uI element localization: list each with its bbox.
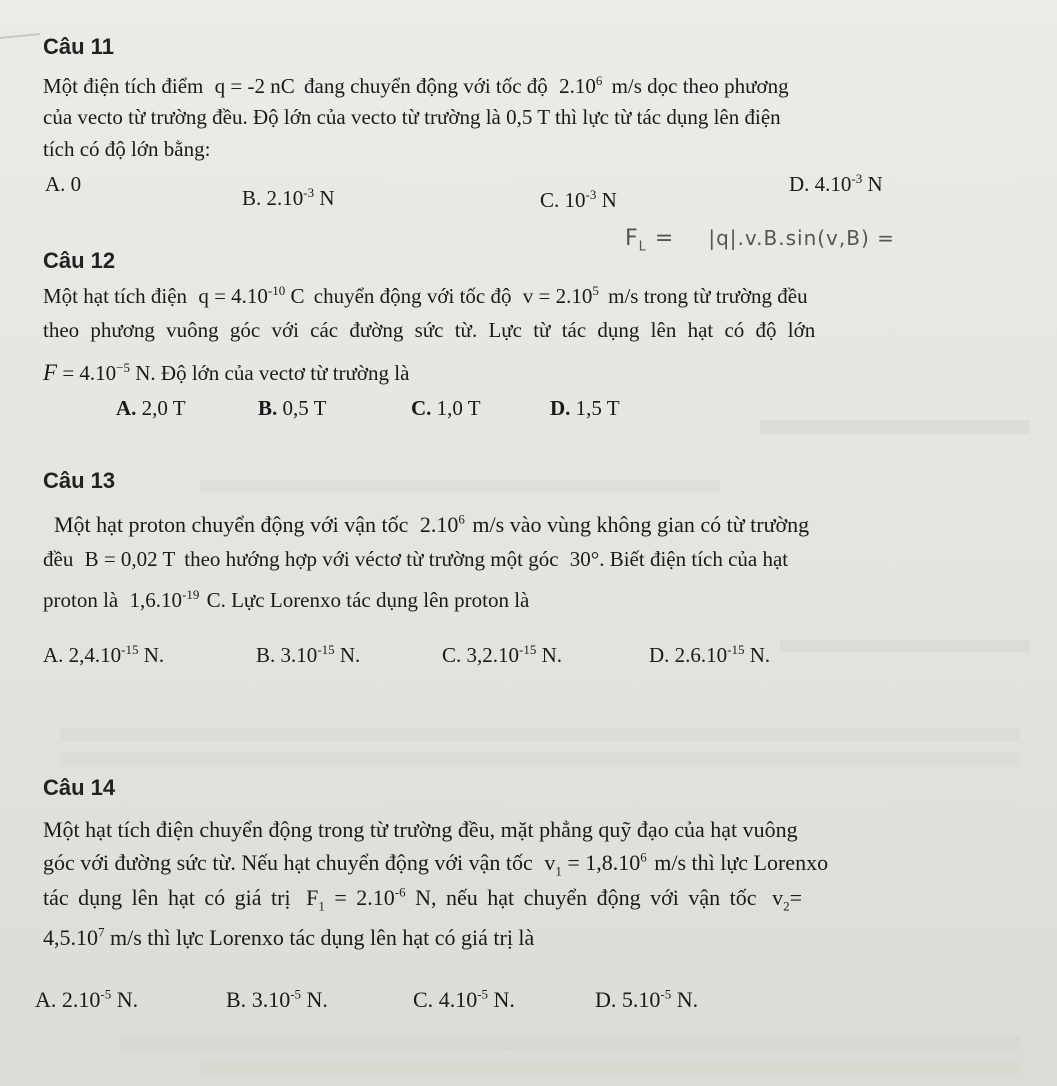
text: . Biết điện tích của hạt: [599, 547, 789, 571]
speed-value: [523, 284, 599, 308]
option-exponent: -3: [303, 185, 315, 200]
page-crease: [0, 34, 40, 38]
question-13-title: Câu 13: [43, 468, 116, 493]
option-base: 2,4.10: [68, 643, 122, 667]
handwriting-expression: |q|.v.B.sin(v,B) =: [708, 226, 895, 250]
speed-exponent: 6: [640, 849, 647, 865]
text: chuyển động với tốc độ: [313, 284, 512, 308]
charge-exponent: -10: [267, 283, 286, 298]
question-14-option-a[interactable]: [35, 987, 138, 1013]
equals-sign: =: [789, 885, 802, 910]
handwriting-equals: =: [654, 226, 675, 251]
question-12-option-b[interactable]: [258, 396, 326, 421]
smudge: [760, 420, 1030, 434]
handwritten-formula: [625, 226, 895, 255]
option-base: 2.6.10: [674, 643, 728, 667]
text: m/s dọc theo phương: [611, 74, 789, 98]
option-label: C.: [442, 643, 462, 667]
question-14-line-3: [43, 884, 802, 914]
charge-base: 1,6.10: [129, 588, 182, 612]
charge-value: [129, 588, 199, 612]
speed-base: 4,5.10: [43, 925, 98, 950]
question-11-line-1: [43, 74, 789, 99]
question-11-option-b[interactable]: [242, 186, 335, 211]
option-base: 3,2.10: [466, 643, 520, 667]
option-label: C.: [411, 396, 432, 420]
question-13-line-3: [43, 588, 529, 613]
option-unit: N.: [143, 643, 165, 667]
option-label: D.: [789, 172, 810, 196]
option-exponent: -5: [290, 986, 302, 1002]
option-base: 2.10: [61, 987, 101, 1012]
option-base: 3.10: [251, 987, 291, 1012]
option-label: B.: [258, 396, 278, 420]
speed-base: 2.10: [559, 74, 596, 98]
option-exponent: -3: [585, 187, 597, 202]
option-base: 10: [564, 188, 586, 212]
text: Một điện tích điểm: [43, 74, 204, 98]
force-exponent: −5: [116, 360, 130, 375]
option-unit: N.: [306, 987, 328, 1012]
question-11-line-2: của vecto từ trường đều. Độ lớn của vecto từ trường là 0,5 T thì lực từ tác dụng lên điện: [43, 105, 781, 129]
option-unit: N: [867, 172, 883, 196]
question-11-option-c[interactable]: [540, 188, 617, 213]
force-symbol: F: [306, 885, 319, 910]
text: đều: [43, 547, 74, 571]
smudge: [200, 480, 720, 492]
speed-exponent: 6: [595, 73, 603, 88]
question-12-option-d[interactable]: [550, 396, 620, 421]
speed-symbol: v: [772, 885, 784, 910]
option-label: C.: [540, 188, 560, 212]
question-12-line-2: theo phương vuông góc với các đường sức từ. Lực từ tác dụng lên hạt có độ lớn: [43, 318, 816, 342]
option-value: 0,5 T: [282, 396, 327, 420]
speed-symbol: v: [544, 850, 556, 875]
question-12-title: Câu 12: [43, 248, 116, 273]
force-symbol: F: [43, 360, 58, 385]
speed-subscript: 1: [555, 863, 562, 879]
question-11-option-a[interactable]: A. 0: [45, 172, 82, 196]
option-label: D.: [649, 643, 670, 667]
speed-2-value: [772, 885, 802, 914]
question-11-option-d[interactable]: [789, 172, 883, 197]
question-13-option-c[interactable]: [442, 643, 562, 668]
option-value: 1,0 T: [436, 396, 481, 420]
option-unit: N.: [116, 987, 139, 1012]
force-base: = 4.10: [62, 361, 117, 385]
option-exponent: -5: [660, 986, 672, 1002]
option-exponent: -15: [121, 642, 139, 657]
force-base: = 2.10: [334, 885, 395, 910]
option-base: 2.10: [266, 186, 304, 210]
question-14-option-c[interactable]: [413, 987, 515, 1013]
handwriting-sub: L: [638, 239, 647, 255]
charge-value: [198, 284, 304, 308]
question-12-line-3: [43, 360, 409, 386]
text: proton là: [43, 588, 119, 612]
charge-base: q = 4.10: [198, 284, 268, 308]
option-label: B.: [256, 643, 276, 667]
text: N. Độ lớn của vectơ từ trường là: [135, 361, 410, 385]
speed-value: [544, 849, 647, 879]
field-value: B = 0,02 T: [84, 547, 175, 571]
question-13-option-b[interactable]: [256, 643, 360, 668]
question-14-option-d[interactable]: [595, 987, 698, 1013]
option-label: C.: [413, 987, 434, 1012]
text: tác dụng lên hạt có giá trị: [43, 885, 291, 910]
text: N, nếu hạt chuyển động với vận tốc: [415, 885, 757, 910]
smudge: [120, 1036, 1020, 1050]
speed-base: 2.10: [419, 512, 459, 537]
option-base: 3.10: [280, 643, 318, 667]
question-13-line-1: [54, 512, 809, 538]
option-unit: N.: [339, 643, 361, 667]
text: Một hạt proton chuyển động với vận tốc: [54, 512, 409, 537]
speed-exponent: 5: [592, 283, 599, 298]
text: m/s trong từ trường đều: [608, 284, 808, 308]
text: Một hạt tích điện: [43, 284, 188, 308]
question-13-option-a[interactable]: [43, 643, 164, 668]
question-12-option-c[interactable]: [411, 396, 481, 421]
handwriting-F: F: [625, 226, 639, 251]
speed-value: [559, 74, 602, 98]
question-13-line-2: [43, 547, 788, 572]
option-value: 2,0 T: [141, 396, 186, 420]
question-14-line-4: [43, 925, 534, 951]
question-12-option-a[interactable]: [116, 396, 186, 421]
charge-unit: C: [290, 284, 305, 308]
speed-base: = 1,8.10: [567, 850, 641, 875]
text: m/s thì lực Lorenxo: [654, 850, 829, 875]
option-label: A.: [43, 643, 64, 667]
text: m/s thì lực Lorenxo tác dụng lên hạt có giá trị là: [110, 925, 535, 950]
force-exponent: -6: [394, 884, 406, 900]
option-unit: N: [319, 186, 335, 210]
option-unit: N.: [676, 987, 699, 1012]
option-exponent: -15: [519, 642, 537, 657]
question-13-option-d[interactable]: [649, 643, 770, 668]
option-label: D.: [595, 987, 617, 1012]
question-12-line-1: [43, 284, 808, 309]
option-base: 4.10: [438, 987, 478, 1012]
question-11-title: Câu 11: [43, 34, 114, 59]
option-label: B.: [226, 987, 247, 1012]
speed-exponent: 6: [458, 511, 465, 527]
speed-base: v = 2.10: [522, 284, 593, 308]
option-exponent: -15: [727, 642, 745, 657]
smudge: [60, 728, 1020, 742]
option-base: 5.10: [621, 987, 661, 1012]
speed-exponent: 7: [98, 924, 105, 940]
option-exponent: -3: [851, 171, 863, 186]
option-unit: N.: [541, 643, 563, 667]
question-14-line-2: [43, 849, 829, 879]
text: đang chuyển động với tốc độ: [304, 74, 548, 98]
question-14-title: Câu 14: [43, 775, 116, 800]
option-label: A.: [35, 987, 57, 1012]
option-label: A.: [116, 396, 137, 420]
option-value: 1,5 T: [575, 396, 620, 420]
option-unit: N: [601, 188, 617, 212]
question-14-line-1: Một hạt tích điện chuyển động trong từ trường đều, mặt phẳng quỹ đạo của hạt vuông: [43, 817, 798, 842]
force-subscript: 1: [318, 898, 325, 914]
option-label: B.: [242, 186, 262, 210]
text: góc với đường sức từ. Nếu hạt chuyển động với vận tốc: [43, 850, 533, 875]
question-14-option-b[interactable]: [226, 987, 328, 1013]
option-unit: N.: [493, 987, 515, 1012]
text: theo hướng hợp với véctơ từ trường một góc: [184, 547, 559, 571]
speed-value: [420, 512, 465, 537]
smudge: [200, 1060, 1020, 1074]
text: m/s vào vùng không gian có từ trường: [472, 512, 810, 537]
option-label: D.: [550, 396, 571, 420]
text: C. Lực Lorenxo tác dụng lên proton là: [206, 588, 530, 612]
option-exponent: -15: [317, 642, 335, 657]
charge-exponent: -19: [181, 587, 200, 602]
option-unit: N.: [749, 643, 771, 667]
option-exponent: -5: [100, 986, 112, 1002]
option-base: 4.10: [814, 172, 852, 196]
question-11-line-3: tích có độ lớn bằng:: [43, 137, 211, 161]
force-value: [306, 884, 406, 914]
angle-value: 30°: [569, 547, 600, 571]
smudge: [60, 752, 1020, 766]
speed-subscript: 2: [783, 898, 790, 914]
option-exponent: -5: [477, 986, 489, 1002]
charge-value: q = -2 nC: [214, 74, 295, 98]
smudge: [780, 640, 1030, 652]
